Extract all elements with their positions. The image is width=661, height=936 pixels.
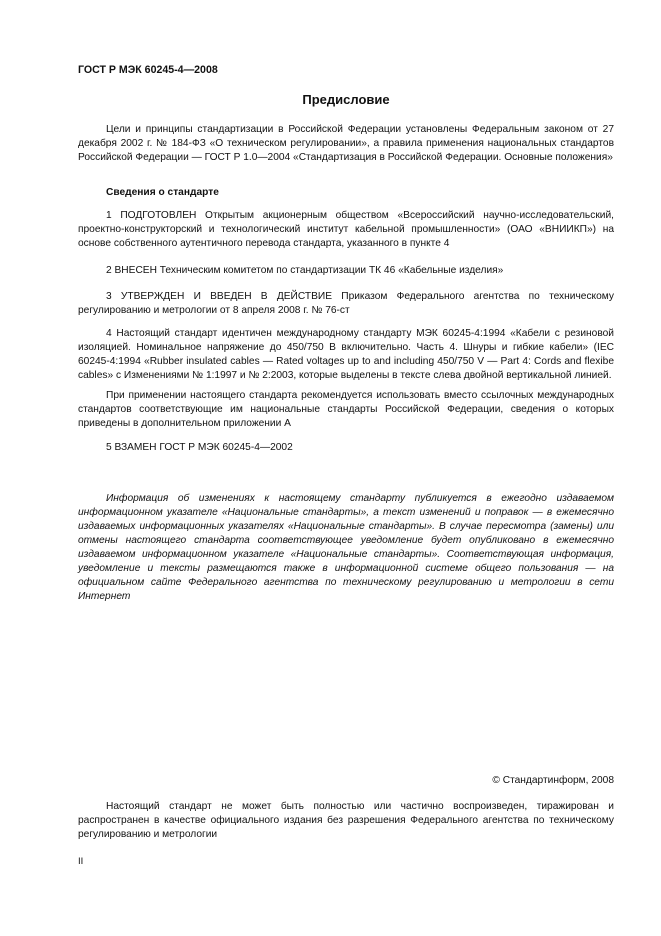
item-4-paragraph: 4 Настоящий стандарт идентичен международному стандарту МЭК 60245-4:1994 «Кабели с резиновой изоляцией. Номинальное напряжение до 450/750 В включительно. Часть 4. Шнуры и гибкие кабели» (IEC 60245-4:1994 «Rubber insulated cables — Rated voltages up to and including 450/750 V — Part 4: Cords and flexibe cables» с Изменениями № 1:1997 и № 2:2003, которые выделены в тексте слева двойной вертикальной линией. [78, 328, 614, 381]
item-1-paragraph: 1 ПОДГОТОВЛЕН Открытым акционерным обществом «Всероссийский научно-исследовательский, проектно-конструкторский и технологический институт кабельной промышленности» (ОАО «ВНИИКП») на основе собственного аутентичного перевода стандарта, указанного в пункте 4 [78, 210, 614, 249]
document-header: ГОСТ Р МЭК 60245-4—2008 [78, 64, 218, 76]
copyright-line: © Стандартинформ, 2008 [492, 775, 614, 786]
item-5-paragraph: 5 ВЗАМЕН ГОСТ Р МЭК 60245-4—2002 [106, 442, 293, 453]
item-4-note-paragraph: При применении настоящего стандарта рекомендуется использовать вместо ссылочных международных стандартов соответствующие им национальные стандарты Российской Федерации, сведения о которых приведены в дополнительном приложении А [78, 390, 614, 429]
item-3-paragraph: 3 УТВЕРЖДЕН И ВВЕДЕН В ДЕЙСТВИЕ Приказом Федерального агентства по техническому регулированию и метрологии от 8 апреля 2008 г. № 76-ст [78, 291, 614, 316]
item-2-paragraph: 2 ВНЕСЕН Техническим комитетом по стандартизации ТК 46 «Кабельные изделия» [106, 265, 504, 276]
notice-paragraph: Информация об изменениях к настоящему стандарту публикуется в ежегодно издаваемом информационном указателе «Национальные стандарты», а текст изменений и поправок — в ежемесячно издаваемых информационных указателях «Национальные стандарты». В случае пересмотра (замены) или отмены настоящего стандарта соответствующее уведомление будет опубликовано в ежемесячно издаваемом информационном указателе «Национальные стандарты». Соответствующая информация, уведомление и тексты размещаются также в информационной системе общего пользования — на официальном сайте Федерального агентства по техническому регулированию и метрологии в сети Интернет [78, 493, 614, 602]
reproduction-notice: Настоящий стандарт не может быть полностью или частично воспроизведен, тиражирован и распространен в качестве официального издания без разрешения Федерального агентства по техническому регулированию и метрологии [78, 801, 614, 840]
page-title: Предисловие [302, 92, 390, 107]
info-heading: Сведения о стандарте [106, 187, 219, 198]
page-number: II [78, 856, 84, 867]
intro-paragraph: Цели и принципы стандартизации в Российской Федерации установлены Федеральным законом от 27 декабря 2002 г. № 184-ФЗ «О техническом регулировании», а правила применения национальных стандартов Российской Федерации — ГОСТ Р 1.0—2004 «Стандартизация в Российской Федерации. Основные положения» [78, 124, 614, 163]
